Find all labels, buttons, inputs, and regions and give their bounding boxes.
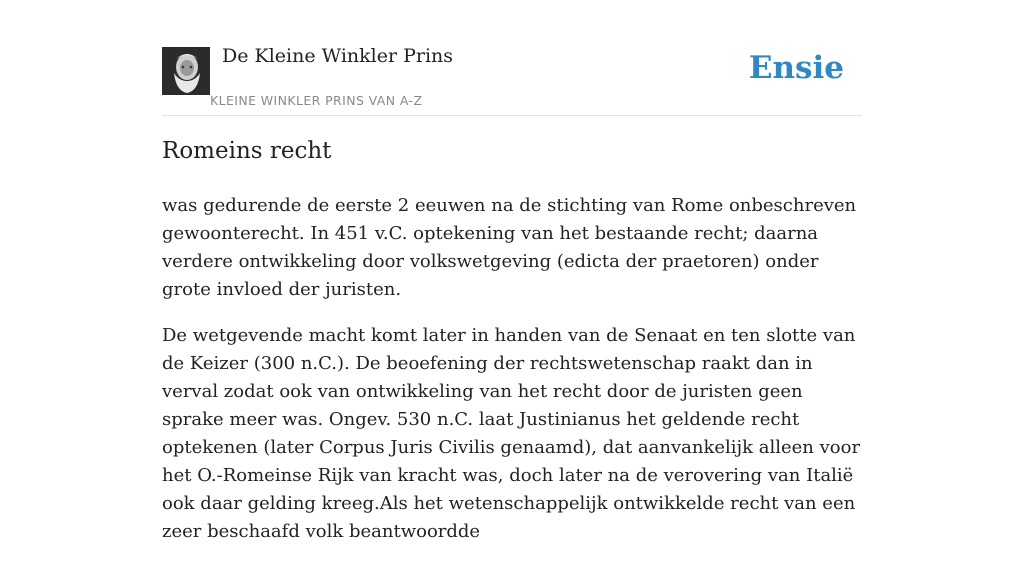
- paragraph: was gedurende de eerste 2 eeuwen na de stichting van Rome onbeschreven gewoonterecht. In 451 v.C. optekening van het bestaande recht; daarna verdere ontwikkeling door volkswetgeving (edicta der praetoren) onder grote invloed der juristen.: [162, 195, 857, 300]
- article-body: [162, 192, 862, 564]
- author-avatar[interactable]: [162, 47, 210, 95]
- source-label[interactable]: KLEINE WINKLER PRINS VAN A-Z: [210, 93, 423, 108]
- header: [162, 0, 862, 116]
- page-title: Romeins recht: [162, 138, 332, 164]
- author-name[interactable]: De Kleine Winkler Prins: [222, 45, 454, 67]
- paragraph: De wetgevende macht komt later in handen van de Senaat en ten slotte van de Keizer (300 n.C.). De beoefening der rechtswetenschap raakt dan in verval zodat ook van ontwikkeling van het recht door de juristen geen sprake meer was. Ongev. 530 n.C. laat Justinianus het geldende recht optekenen (later Corpus Juris Civilis genaamd), dat aanvankelijk alleen voor het O.-Romeinse Rijk van kracht was, doch later na de verovering van Italië ook daar gelding kreeg.Als het wetenschappelijk ontwikkelde recht van een zeer beschaafd volk beantwoordde: [162, 325, 861, 542]
- brand-logo[interactable]: Ensie: [748, 50, 844, 86]
